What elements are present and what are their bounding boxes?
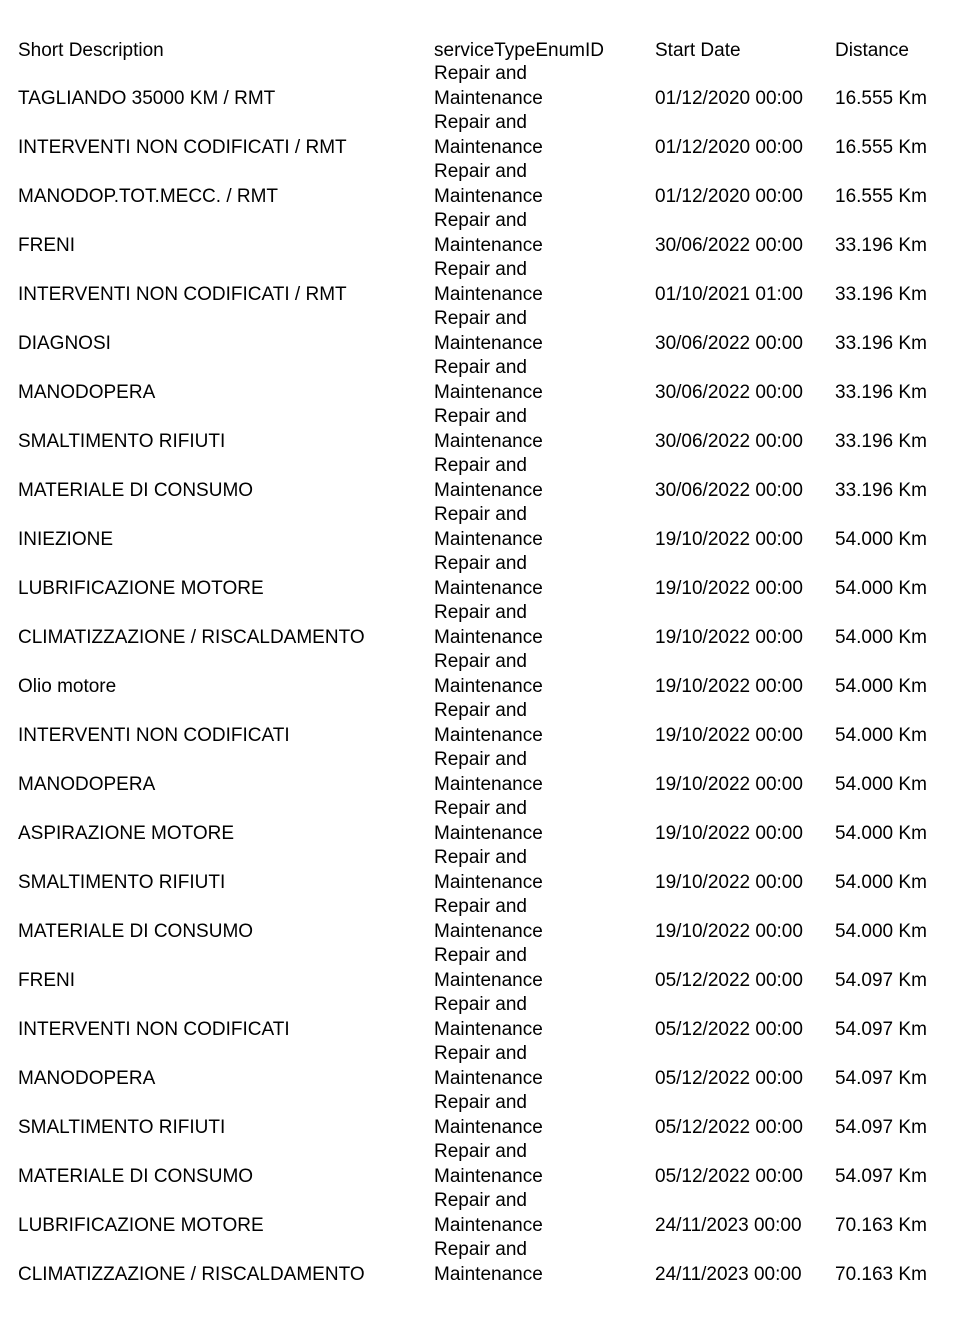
table-row [0, 748, 961, 797]
service-type [434, 1189, 543, 1238]
start-date: 24/11/2023 00:00 [655, 1214, 802, 1236]
distance: 16.555 Km [835, 136, 927, 158]
short-description: Olio motore [18, 675, 117, 697]
distance: 54.000 Km [835, 871, 927, 893]
distance: 70.163 Km [835, 1214, 927, 1236]
table-row [0, 160, 961, 209]
service-type-line-1: Repair and [434, 994, 527, 1015]
start-date: 05/12/2022 00:00 [655, 1165, 803, 1187]
service-type-line-1: Repair and [434, 259, 527, 280]
service-type-line-1: Repair and [434, 847, 527, 868]
short-description: INTERVENTI NON CODIFICATI [18, 724, 290, 746]
service-type [434, 993, 543, 1042]
service-type-line-2: Maintenance [434, 234, 543, 256]
service-type [434, 748, 543, 797]
service-type [434, 1238, 543, 1287]
table-row [0, 895, 961, 944]
table-row [0, 307, 961, 356]
service-type [434, 797, 543, 846]
distance: 54.000 Km [835, 724, 927, 746]
service-type-line-2: Maintenance [434, 1165, 543, 1187]
distance: 33.196 Km [835, 381, 927, 403]
distance: 16.555 Km [835, 87, 927, 109]
service-type [434, 699, 543, 748]
service-type-line-1: Repair and [434, 161, 527, 182]
service-type [434, 1042, 543, 1091]
distance: 54.097 Km [835, 1116, 927, 1138]
service-type-line-2: Maintenance [434, 430, 543, 452]
service-type-line-1: Repair and [434, 798, 527, 819]
service-type-line-2: Maintenance [434, 675, 543, 697]
distance: 16.555 Km [835, 185, 927, 207]
service-type-line-2: Maintenance [434, 1263, 543, 1285]
start-date: 30/06/2022 00:00 [655, 234, 803, 256]
column-header-service-type: serviceTypeEnumID [434, 40, 605, 61]
short-description: INTERVENTI NON CODIFICATI / RMT [18, 136, 347, 158]
short-description: MANODOP.TOT.MECC. / RMT [18, 185, 279, 207]
service-type-line-1: Repair and [434, 1043, 527, 1064]
distance: 33.196 Km [835, 430, 927, 452]
service-type-line-1: Repair and [434, 112, 527, 133]
start-date: 24/11/2023 00:00 [655, 1263, 802, 1285]
service-type-line-2: Maintenance [434, 773, 543, 795]
table-row [0, 699, 961, 748]
table-row [0, 993, 961, 1042]
table-row [0, 209, 961, 258]
distance: 54.000 Km [835, 675, 927, 697]
short-description: LUBRIFICAZIONE MOTORE [18, 577, 264, 599]
start-date: 05/12/2022 00:00 [655, 1018, 803, 1040]
service-type-line-1: Repair and [434, 700, 527, 721]
short-description: SMALTIMENTO RIFIUTI [18, 871, 226, 893]
service-type [434, 846, 543, 895]
table-row [0, 1140, 961, 1189]
short-description: CLIMATIZZAZIONE / RISCALDAMENTO [18, 1263, 365, 1285]
service-type [434, 160, 543, 209]
distance: 54.000 Km [835, 822, 927, 844]
service-type-line-2: Maintenance [434, 87, 543, 109]
service-type-line-2: Maintenance [434, 822, 543, 844]
service-type-line-1: Repair and [434, 406, 527, 427]
distance: 33.196 Km [835, 234, 927, 256]
service-type-line-2: Maintenance [434, 1214, 543, 1236]
start-date: 19/10/2022 00:00 [655, 920, 803, 942]
service-type [434, 111, 543, 160]
service-type-line-1: Repair and [434, 504, 527, 525]
service-type-line-1: Repair and [434, 1141, 527, 1162]
short-description: MANODOPERA [18, 773, 156, 795]
start-date: 30/06/2022 00:00 [655, 381, 803, 403]
start-date: 19/10/2022 00:00 [655, 626, 803, 648]
service-type-line-2: Maintenance [434, 283, 543, 305]
table-row [0, 552, 961, 601]
service-type-line-1: Repair and [434, 1190, 527, 1211]
table-row [0, 356, 961, 405]
start-date: 19/10/2022 00:00 [655, 773, 803, 795]
service-type-line-1: Repair and [434, 1239, 527, 1260]
service-type [434, 552, 543, 601]
start-date: 05/12/2022 00:00 [655, 969, 803, 991]
service-type-line-1: Repair and [434, 63, 527, 84]
start-date: 01/12/2020 00:00 [655, 185, 803, 207]
table-row [0, 1091, 961, 1140]
start-date: 05/12/2022 00:00 [655, 1067, 803, 1089]
start-date: 05/12/2022 00:00 [655, 1116, 803, 1138]
service-type-line-1: Repair and [434, 455, 527, 476]
service-type-line-2: Maintenance [434, 136, 543, 158]
short-description: MANODOPERA [18, 1067, 156, 1089]
service-type-line-2: Maintenance [434, 479, 543, 501]
short-description: DIAGNOSI [18, 332, 111, 354]
start-date: 30/06/2022 00:00 [655, 332, 803, 354]
table-row [0, 1042, 961, 1091]
service-type-line-1: Repair and [434, 1092, 527, 1113]
table-row [0, 503, 961, 552]
table-row [0, 1238, 961, 1287]
start-date: 19/10/2022 00:00 [655, 871, 803, 893]
service-type-line-1: Repair and [434, 602, 527, 623]
service-type-line-2: Maintenance [434, 1067, 543, 1089]
service-type-line-1: Repair and [434, 945, 527, 966]
table-row [0, 650, 961, 699]
start-date: 30/06/2022 00:00 [655, 479, 803, 501]
column-header-distance: Distance [835, 40, 909, 61]
short-description: INIEZIONE [18, 528, 114, 550]
short-description: LUBRIFICAZIONE MOTORE [18, 1214, 264, 1236]
distance: 54.000 Km [835, 577, 927, 599]
table-row [0, 62, 961, 111]
service-type-line-1: Repair and [434, 896, 527, 917]
service-type [434, 62, 543, 111]
service-type [434, 258, 543, 307]
service-type-line-2: Maintenance [434, 871, 543, 893]
service-type [434, 1091, 543, 1140]
start-date: 19/10/2022 00:00 [655, 822, 803, 844]
start-date: 01/12/2020 00:00 [655, 87, 803, 109]
service-type-line-2: Maintenance [434, 381, 543, 403]
service-type [434, 944, 543, 993]
service-type [434, 405, 543, 454]
start-date: 19/10/2022 00:00 [655, 528, 803, 550]
start-date: 30/06/2022 00:00 [655, 430, 803, 452]
short-description: MATERIALE DI CONSUMO [18, 1165, 254, 1187]
table-row [0, 944, 961, 993]
service-type-line-1: Repair and [434, 210, 527, 231]
short-description: MATERIALE DI CONSUMO [18, 920, 254, 942]
table-row [0, 258, 961, 307]
distance: 54.000 Km [835, 528, 927, 550]
service-type [434, 356, 543, 405]
distance: 33.196 Km [835, 332, 927, 354]
table-row [0, 1189, 961, 1238]
short-description: ASPIRAZIONE MOTORE [18, 822, 235, 844]
short-description: TAGLIANDO 35000 KM / RMT [18, 87, 276, 109]
distance: 70.163 Km [835, 1263, 927, 1285]
table-row [0, 601, 961, 650]
service-type-line-1: Repair and [434, 651, 527, 672]
service-type-line-2: Maintenance [434, 528, 543, 550]
service-type-line-2: Maintenance [434, 920, 543, 942]
column-header-short-description: Short Description [18, 40, 164, 61]
table-header [0, 39, 961, 63]
short-description: MANODOPERA [18, 381, 156, 403]
start-date: 01/10/2021 01:00 [655, 283, 803, 305]
service-type-line-1: Repair and [434, 553, 527, 574]
start-date: 01/12/2020 00:00 [655, 136, 803, 158]
service-type-line-2: Maintenance [434, 332, 543, 354]
distance: 54.097 Km [835, 1165, 927, 1187]
service-type-line-2: Maintenance [434, 185, 543, 207]
service-type-line-2: Maintenance [434, 626, 543, 648]
table-row [0, 405, 961, 454]
short-description: INTERVENTI NON CODIFICATI / RMT [18, 283, 347, 305]
distance: 54.097 Km [835, 969, 927, 991]
service-type-line-2: Maintenance [434, 1018, 543, 1040]
column-header-start-date: Start Date [655, 40, 741, 61]
distance: 33.196 Km [835, 283, 927, 305]
short-description: SMALTIMENTO RIFIUTI [18, 1116, 226, 1138]
table-row [0, 111, 961, 160]
service-type-line-1: Repair and [434, 357, 527, 378]
service-type [434, 307, 543, 356]
service-type-line-1: Repair and [434, 749, 527, 770]
start-date: 19/10/2022 00:00 [655, 724, 803, 746]
service-type [434, 895, 543, 944]
start-date: 19/10/2022 00:00 [655, 577, 803, 599]
distance: 54.000 Km [835, 920, 927, 942]
table-row [0, 846, 961, 895]
service-type [434, 454, 543, 503]
short-description: FRENI [18, 969, 75, 991]
service-type [434, 209, 543, 258]
short-description: FRENI [18, 234, 75, 256]
start-date: 19/10/2022 00:00 [655, 675, 803, 697]
distance: 54.000 Km [835, 626, 927, 648]
service-type [434, 503, 543, 552]
distance: 33.196 Km [835, 479, 927, 501]
short-description: MATERIALE DI CONSUMO [18, 479, 254, 501]
distance: 54.097 Km [835, 1018, 927, 1040]
service-type [434, 1140, 543, 1189]
service-type-line-2: Maintenance [434, 577, 543, 599]
service-type-line-2: Maintenance [434, 1116, 543, 1138]
short-description: SMALTIMENTO RIFIUTI [18, 430, 226, 452]
distance: 54.000 Km [835, 773, 927, 795]
service-type-line-2: Maintenance [434, 969, 543, 991]
service-type [434, 650, 543, 699]
table-row [0, 454, 961, 503]
service-type-line-2: Maintenance [434, 724, 543, 746]
service-type-line-1: Repair and [434, 308, 527, 329]
short-description: INTERVENTI NON CODIFICATI [18, 1018, 290, 1040]
service-type [434, 601, 543, 650]
table-row [0, 797, 961, 846]
short-description: CLIMATIZZAZIONE / RISCALDAMENTO [18, 626, 365, 648]
distance: 54.097 Km [835, 1067, 927, 1089]
